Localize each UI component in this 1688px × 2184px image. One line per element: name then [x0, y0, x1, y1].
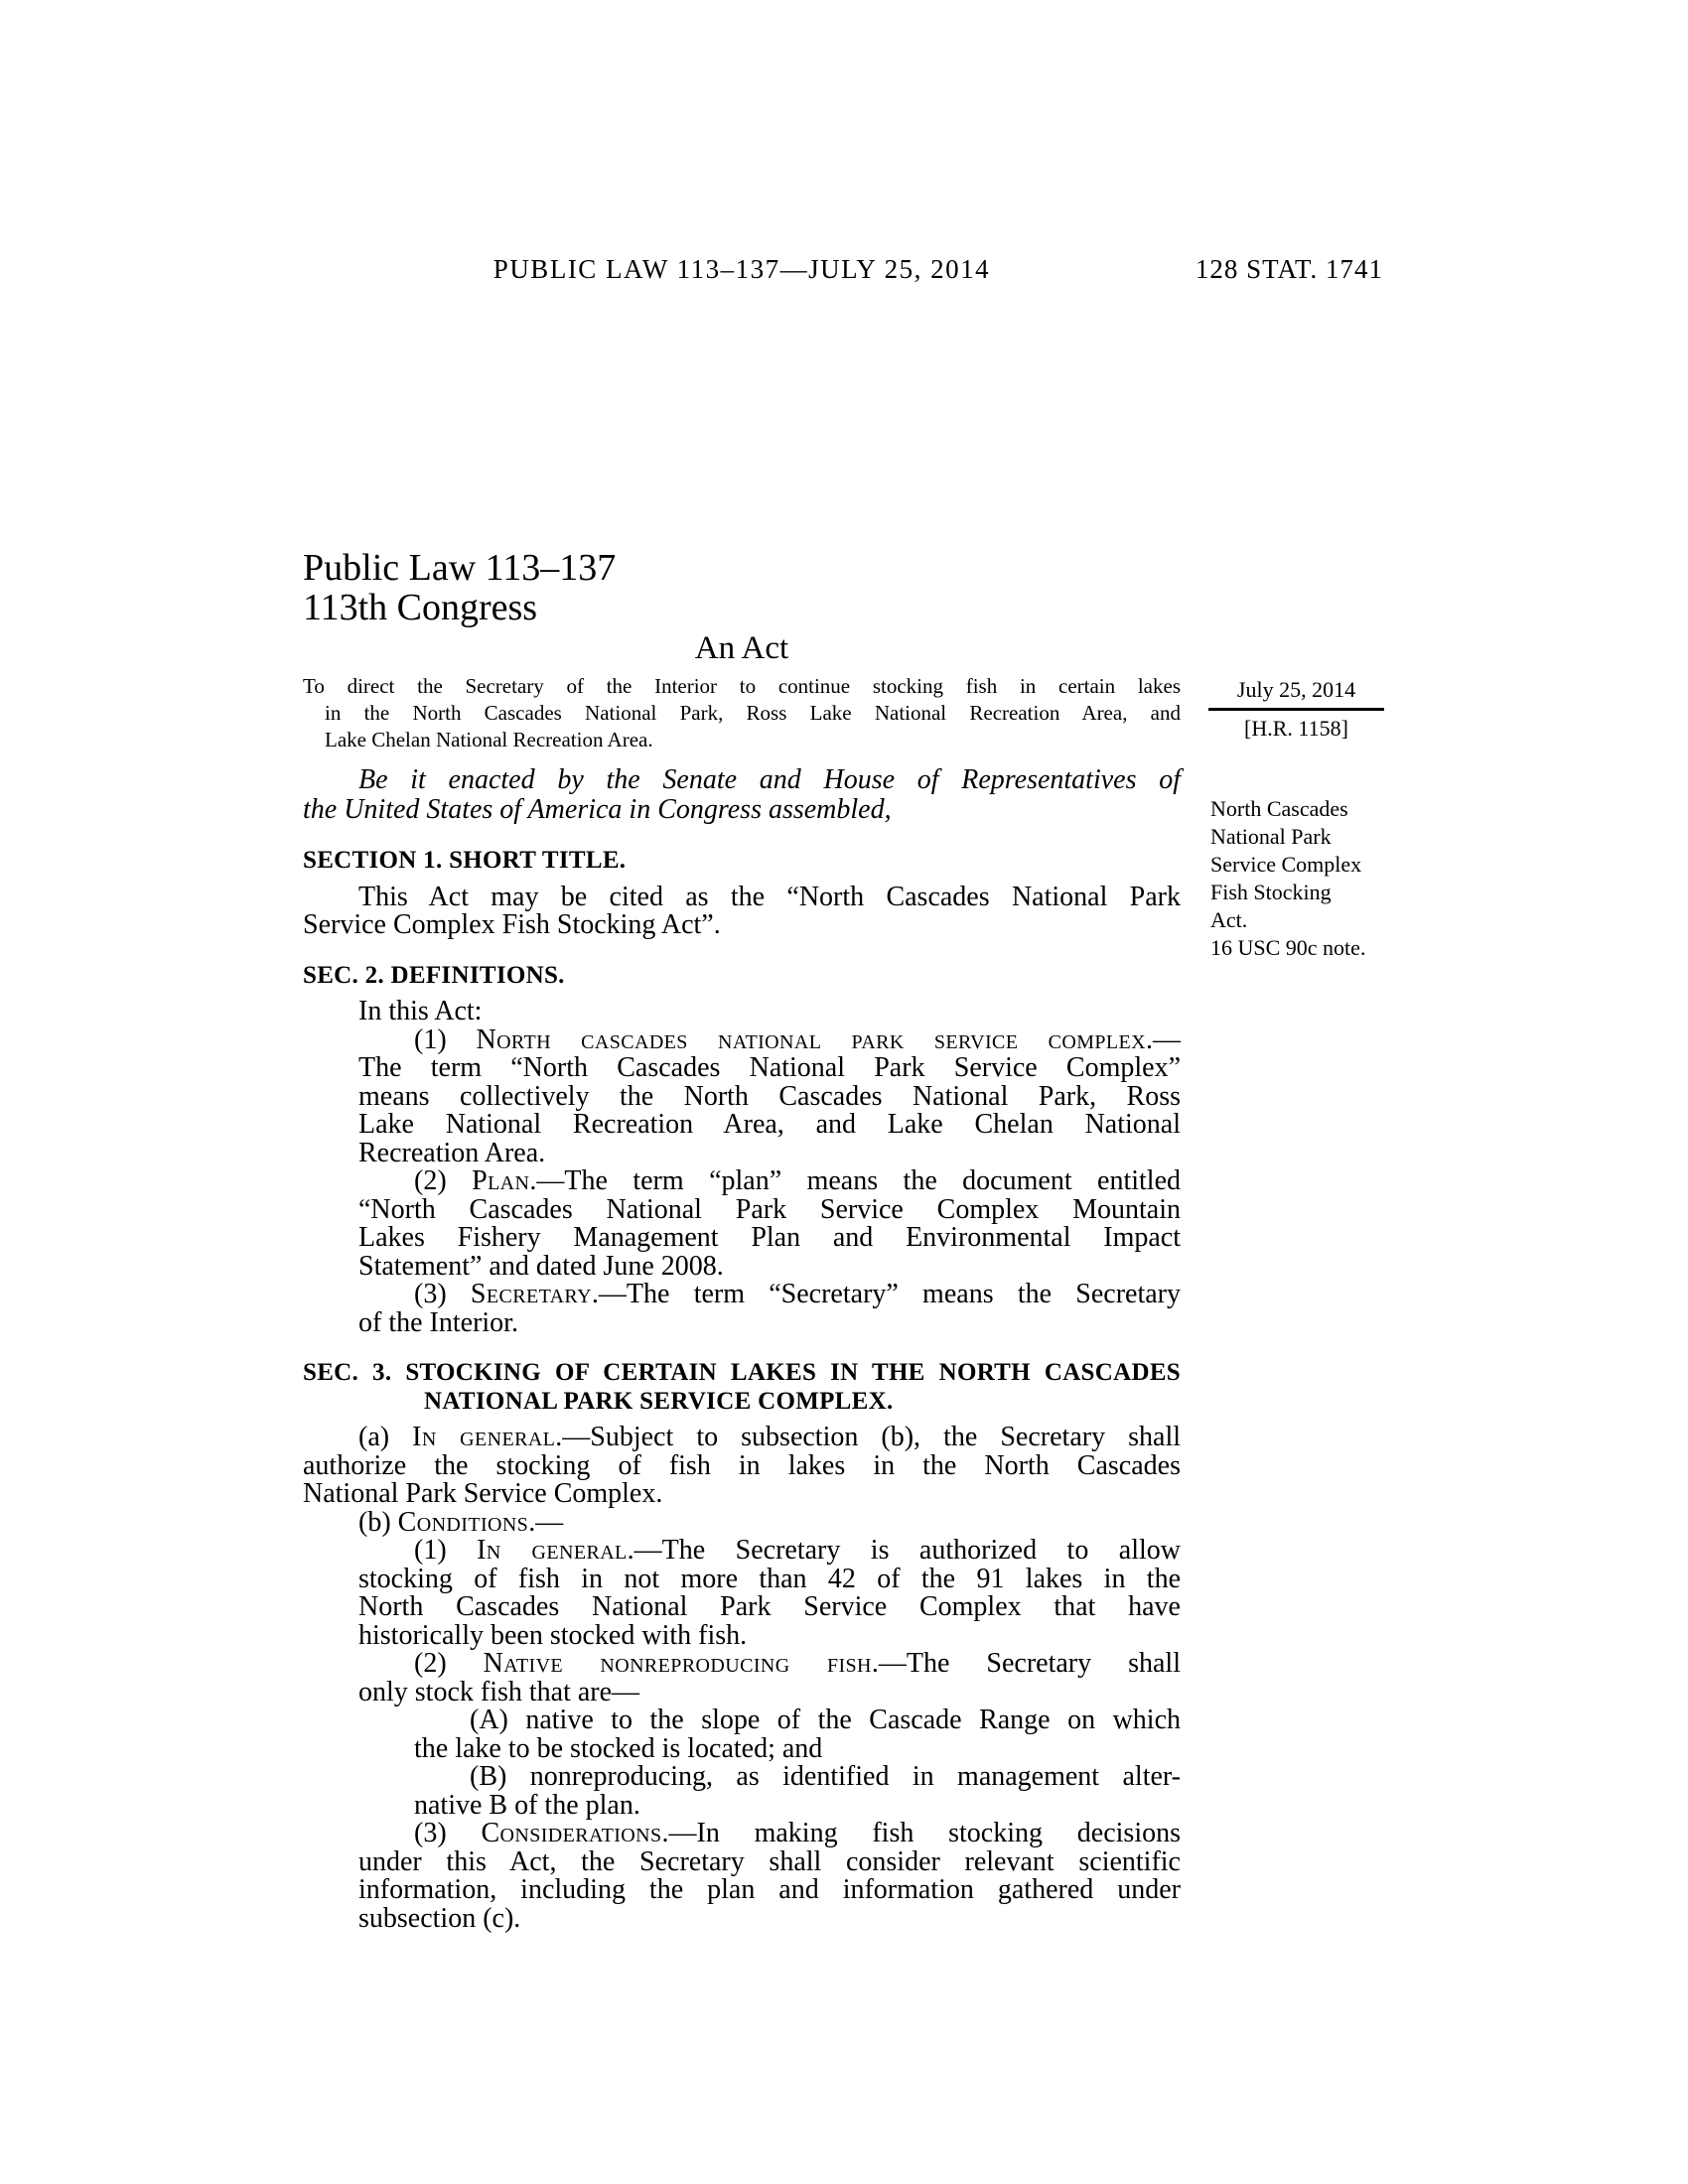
text-line: [303, 765, 1181, 795]
text-line: [414, 1706, 1181, 1735]
small-caps-term: Plan: [472, 1165, 530, 1196]
text-run: in the North Cascades National Park, Ross Lake National Recreation Area, and: [325, 701, 1181, 725]
text-line: [358, 1306, 1181, 1338]
margin-note-enactment: [1208, 676, 1384, 742]
text-line: [358, 1537, 1181, 1566]
text-run: Be it enacted by the Senate and House of Representatives of: [358, 764, 1181, 795]
small-caps-term: Considerations: [481, 1818, 662, 1848]
text-run: (2): [414, 1165, 473, 1196]
text-line: [358, 1224, 1181, 1253]
text-run: .—The term “Secretary” means the Secretary: [591, 1279, 1181, 1309]
text-line: [358, 1281, 1181, 1309]
text-line: [303, 1449, 1181, 1481]
text-run: historically been stocked with fish.: [358, 1619, 748, 1651]
small-caps-term: In general: [477, 1535, 628, 1566]
text-run: .—: [528, 1506, 564, 1538]
text-run: information, including the plan and information gathered under: [358, 1874, 1181, 1905]
body-paragraph: [303, 1167, 1181, 1281]
margin-note-usc: [1210, 934, 1399, 962]
margin-note-line: [1210, 795, 1399, 823]
body-paragraph: [303, 1820, 1181, 1933]
text-line: [414, 1732, 1181, 1764]
text-line: [358, 1876, 1181, 1905]
text-run: The term “North Cascades National Park Service Complex”: [358, 1052, 1181, 1083]
body-blocks: [303, 765, 1181, 1933]
body-paragraph: [303, 1706, 1181, 1763]
running-header-law-line: PUBLIC LAW 113–137—JULY 25, 2014: [492, 254, 991, 284]
text-run: Statement” and dated June 2008.: [358, 1250, 724, 1282]
act-heading: An Act: [694, 630, 789, 666]
text-run: SECTION 1. SHORT TITLE.: [303, 847, 627, 874]
text-run: National Park: [1210, 824, 1332, 849]
text-run: (3): [414, 1279, 471, 1309]
text-run: under this Act, the Secretary shall consider relevant scientific: [358, 1845, 1181, 1877]
text-run: of the Interior.: [358, 1306, 518, 1338]
small-caps-term: Secretary: [470, 1279, 592, 1309]
body-paragraph: [303, 1537, 1181, 1650]
text-run: .—: [1146, 1024, 1181, 1055]
text-run: .—The term “plan” means the document entitled: [529, 1165, 1182, 1196]
text-run: (1): [414, 1535, 478, 1566]
text-run: NATIONAL PARK SERVICE COMPLEX.: [424, 1387, 894, 1415]
text-run: SEC. 3. STOCKING OF CERTAIN LAKES IN THE NORTH CASCADES: [303, 1359, 1181, 1386]
body-paragraph: [303, 1026, 1181, 1168]
margin-note-bill-number: [H.R. 1158]: [1244, 716, 1348, 741]
text-run: .—The Secretary shall: [871, 1648, 1181, 1679]
text-line: [303, 1424, 1181, 1452]
text-run: stocking of fish in not more than 42 of the 91 lakes in the: [358, 1563, 1181, 1594]
text-line: [414, 1763, 1181, 1792]
text-run: Act.: [1210, 907, 1248, 932]
preamble-line: [325, 700, 1181, 727]
text-run: .—In making fish stocking decisions: [661, 1818, 1182, 1848]
text-run: only stock fish that are—: [358, 1676, 640, 1707]
text-line: [303, 1359, 1181, 1388]
text-run: (a): [358, 1422, 413, 1452]
text-line: [303, 795, 1181, 825]
section-heading: [303, 847, 1181, 876]
margin-note-line: [1210, 851, 1399, 879]
text-line: [424, 1388, 1181, 1417]
text-run: native B of the plan.: [414, 1789, 640, 1821]
text-line: [358, 1054, 1181, 1083]
running-header-stat-line: 128 STAT. 1741: [1195, 254, 1383, 284]
text-line: [358, 1820, 1181, 1848]
text-line: [358, 1563, 1181, 1594]
margin-note-line: [1210, 906, 1399, 934]
margin-note-line: [1210, 879, 1399, 906]
text-run: In this Act:: [358, 996, 483, 1026]
text-line: [358, 1676, 1181, 1707]
text-line: [303, 911, 1181, 940]
text-line: [303, 847, 1181, 876]
text-run: Lake National Recreation Area, and Lake Chelan National: [358, 1109, 1181, 1140]
enacting-clause: [303, 765, 1181, 825]
text-run: This Act may be cited as the “North Cascades National Park: [358, 881, 1181, 912]
text-line: [358, 1111, 1181, 1140]
preamble-line: [303, 673, 1181, 700]
text-line: [303, 1480, 1181, 1509]
text-run: Lake Chelan National Recreation Area.: [325, 728, 653, 751]
margin-note-line: [1210, 823, 1399, 851]
text-run: North Cascades: [1210, 796, 1348, 821]
text-run: National Park Service Complex.: [303, 1478, 663, 1509]
text-run: (2): [414, 1648, 484, 1679]
text-line: [358, 1167, 1181, 1196]
body-paragraph: [303, 1506, 1181, 1538]
small-caps-term: Native nonreproducing fish: [483, 1648, 872, 1679]
congress-title: 113th Congress: [303, 587, 538, 628]
text-run: To direct the Secretary of the Interior to continue stocking fish in certain lakes: [303, 674, 1181, 698]
text-run: (b): [358, 1506, 398, 1538]
text-run: North Cascades National Park Service Complex that have: [358, 1591, 1181, 1622]
body-paragraph: [303, 998, 1181, 1026]
small-caps-term: North cascades national park service complex: [476, 1024, 1146, 1055]
text-run: the lake to be stocked is located; and: [414, 1732, 823, 1764]
text-line: [358, 1593, 1181, 1622]
text-line: [414, 1789, 1181, 1821]
text-run: Service Complex Fish Stocking Act”.: [303, 909, 721, 940]
text-run: 16 USC 90c note.: [1210, 935, 1366, 960]
preamble: [303, 673, 1181, 753]
text-run: (B) nonreproducing, as identified in management alter-: [470, 1761, 1181, 1792]
text-line: [303, 1506, 1181, 1538]
text-run: .—Subject to subsection (b), the Secretary shall: [555, 1422, 1182, 1452]
text-run: Recreation Area.: [358, 1137, 546, 1168]
text-run: (A) native to the slope of the Cascade Range on which: [470, 1705, 1181, 1735]
text-run: subsection (c).: [358, 1902, 521, 1934]
text-run: the United States of America in Congress assembled,: [303, 794, 892, 825]
text-run: SEC. 2. DEFINITIONS.: [303, 961, 565, 989]
text-line: [358, 1080, 1181, 1112]
text-run: authorize the stocking of fish in lakes in the North Cascades: [303, 1449, 1181, 1481]
section-heading: [303, 962, 1181, 991]
text-line: [358, 1902, 1181, 1934]
text-run: .—The Secretary is authorized to allow: [627, 1535, 1181, 1566]
margin-note-short-title: [1210, 795, 1399, 962]
text-run: “North Cascades National Park Service Complex Mountain: [358, 1193, 1181, 1225]
body-paragraph: [303, 881, 1181, 940]
section-heading: [303, 1359, 1181, 1416]
text-line: [358, 1619, 1181, 1651]
margin-note-date: July 25, 2014: [1208, 676, 1384, 711]
text-line: [358, 1250, 1181, 1282]
text-run: Service Complex: [1210, 852, 1362, 877]
text-line: [358, 1650, 1181, 1679]
small-caps-term: In general: [412, 1422, 556, 1452]
text-line: [303, 962, 1181, 991]
text-run: (1): [414, 1024, 477, 1055]
body-paragraph: [303, 1424, 1181, 1509]
text-line: [358, 1845, 1181, 1877]
small-caps-term: Conditions: [397, 1506, 529, 1538]
law-number-title: Public Law 113–137: [303, 547, 617, 589]
main-column: [303, 548, 1181, 1933]
body-paragraph: [303, 1650, 1181, 1706]
text-line: [358, 1137, 1181, 1168]
text-run: Lakes Fishery Management Plan and Environmental Impact: [358, 1222, 1181, 1253]
text-line: [358, 1193, 1181, 1225]
text-line: [303, 998, 1181, 1026]
body-paragraph: [303, 1281, 1181, 1337]
preamble-line: [325, 727, 1181, 753]
body-paragraph: [303, 1763, 1181, 1820]
text-run: Fish Stocking: [1210, 880, 1332, 904]
text-run: (3): [414, 1818, 482, 1848]
text-line: [303, 881, 1181, 912]
text-run: means collectively the North Cascades National Park, Ross: [358, 1080, 1181, 1112]
text-line: [358, 1026, 1181, 1055]
